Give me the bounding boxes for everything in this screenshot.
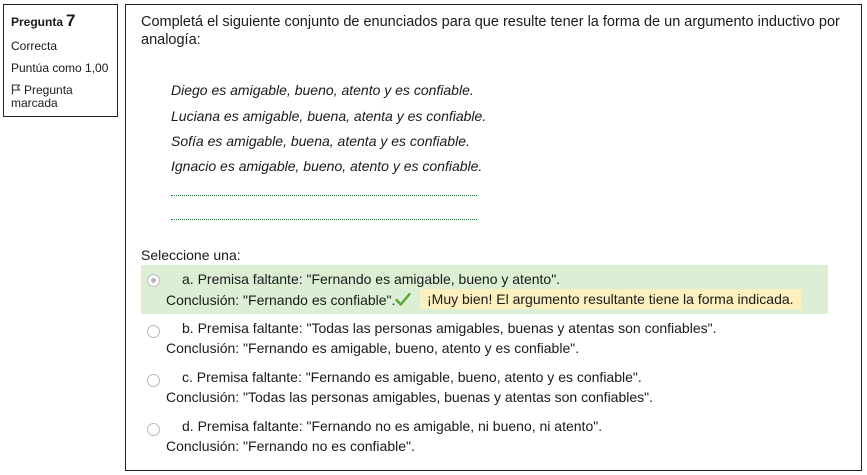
flag-icon [11,84,21,95]
select-label: Seleccione una: [141,247,241,263]
option-premise: a. Premisa faltante: "Fernando es amigable, bueno y atento". [182,271,561,287]
option-premise: b. Premisa faltante: "Todas las personas amigables, buenas y atentas son confiables". [182,320,717,336]
answer-option-d[interactable] [141,413,828,457]
radio-option-a[interactable] [147,274,160,287]
question-info-panel [3,4,118,117]
statement: Ignacio es amigable, bueno, atento y es confiable. [171,158,483,174]
question-text: Completá el siguiente conjunto de enunciados para que resulte tener la forma de un argumento inductivo por analogía: [141,14,840,48]
option-conclusion: Conclusión: "Fernando no es confiable". [166,438,415,454]
question-number [11,11,110,31]
flag-label: Pregunta marcada [11,83,73,110]
statement: Sofía es amigable, buena, atenta y es confiable. [171,133,470,149]
question-number-value: 7 [66,11,76,30]
answer-option-a[interactable] [141,265,828,314]
radio-option-d[interactable] [147,423,160,436]
question-content [125,4,862,471]
check-icon [395,292,411,307]
question-status: Correcta [11,39,58,53]
option-premise: d. Premisa faltante: "Fernando no es amigable, ni bueno, ni atento". [182,418,603,434]
feedback-message: ¡Muy bien! El argumento resultante tiene la forma indicada. [420,289,801,309]
answer-option-c[interactable] [141,364,828,408]
option-conclusion: Conclusión: "Fernando es amigable, bueno, atento y es confiable". [166,340,580,356]
question-score: Puntúa como 1,00 [11,61,109,75]
missing-premise-blank [171,195,477,196]
question-prefix: Pregunta [11,15,64,29]
radio-option-c[interactable] [147,374,160,387]
radio-option-b[interactable] [147,325,160,338]
answer-option-b[interactable] [141,315,828,359]
flag-question-button[interactable] [11,84,110,110]
option-conclusion: Conclusión: "Todas las personas amigables, buenas y atentas son confiables". [166,389,654,405]
statement: Diego es amigable, bueno, atento y es confiable. [171,82,474,98]
statement: Luciana es amigable, buena, atenta y es confiable. [171,108,487,124]
missing-conclusion-blank [171,219,477,220]
option-premise: c. Premisa faltante: "Fernando es amigable, bueno, atento y es confiable". [182,369,642,385]
option-conclusion: Conclusión: "Fernando es confiable". [166,292,396,308]
